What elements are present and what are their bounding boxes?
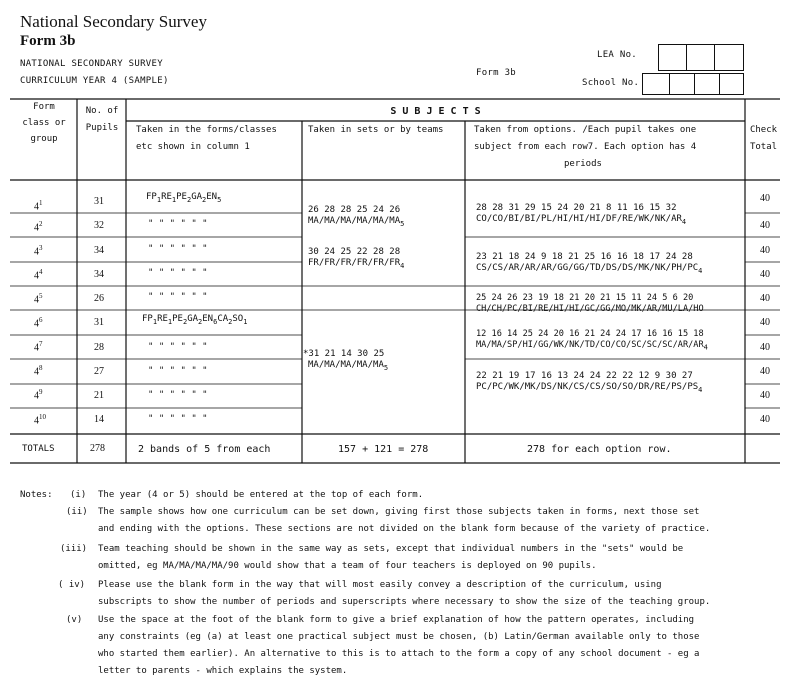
form-cell: $4^4$ bbox=[34, 268, 43, 282]
forms-header: Taken in the forms/classes etc shown in column 1 bbox=[136, 125, 277, 152]
form-cell: $4^{10}$ bbox=[34, 413, 46, 427]
survey-heading: NATIONAL SECONDARY SURVEY bbox=[20, 59, 163, 69]
form-cell: $4^7$ bbox=[34, 340, 43, 354]
sets-entry: *31 21 14 30 25 $MA/MA/MA/MA/MA_5$ bbox=[303, 349, 389, 372]
form-cell: $4^3$ bbox=[34, 244, 43, 258]
pupils-cell: 26 bbox=[94, 293, 104, 304]
note-number: (ii) bbox=[66, 507, 88, 517]
school-label: School No. bbox=[582, 78, 640, 88]
note-text: Please use the blank form in the way that will most easily convey a description of the curriculum, using subscripts to show the number of periods and superscripts where necessary to show the size of the teaching group. bbox=[98, 580, 711, 607]
note-text: The sample shows how one curriculum can be set down, giving first those subjects taken in forms, next those set and ending with the options. These sections are not divided on the blank form because of the variety of practice. bbox=[98, 507, 711, 534]
pupils-cell: 31 bbox=[94, 317, 104, 328]
check-cell: 40 bbox=[760, 317, 770, 328]
ditto-marks: " " " " " " bbox=[148, 342, 208, 352]
note-number: ( iv) bbox=[58, 580, 86, 590]
option-row: 12 16 14 25 24 20 16 21 24 24 17 16 16 15 18 $MA/MA/SP/HI/GG/WK/NK/TD/CO/CO/SC/SC/SC/AR/AR_4$ bbox=[476, 329, 708, 352]
pupils-cell: 31 bbox=[94, 196, 104, 207]
ditto-marks: " " " " " " bbox=[148, 390, 208, 400]
form-label: Form 3b bbox=[476, 68, 517, 78]
note-text: Team teaching should be shown in the same way as sets, except that individual numbers in the "sets" would be omitted, eg MA/MA/MA/MA/90 would show that a team of four teachers is deployed on 90 pupils. bbox=[98, 544, 684, 571]
pupils-cell: 28 bbox=[94, 342, 104, 353]
note-text: Use the space at the foot of the blank form to give a brief explanation of how the pattern operates, including any constraints (eg (a) at least one practical subject must be chosen, (b) Latin/German available only to those who started them earlier). An alternative to this is to attach to the form a copy of any school document - eg a letter to parents - which explains the system. bbox=[98, 615, 700, 676]
sets-header: Taken in sets or by teams bbox=[308, 125, 444, 135]
forms-entry-band1: $FP_1RE_1PE_2GA_2EN_5$ bbox=[146, 192, 222, 204]
totals-pupils: 278 bbox=[90, 443, 105, 454]
notes-label: Notes: bbox=[20, 490, 53, 500]
note-number: (i) bbox=[70, 490, 87, 500]
pupils-cell: 14 bbox=[94, 414, 104, 425]
ditto-marks: " " " " " " bbox=[148, 292, 208, 302]
pupils-cell: 21 bbox=[94, 390, 104, 401]
sets-entry: 26 28 28 25 24 26 $MA/MA/MA/MA/MA/MA_5$ bbox=[308, 205, 405, 228]
document-title: National Secondary Survey bbox=[20, 12, 207, 31]
note-number: (iii) bbox=[60, 544, 88, 554]
totals-options: 278 for each option row. bbox=[527, 444, 672, 455]
option-row: 23 21 18 24 9 18 21 25 16 16 18 17 24 28 $CS/CS/AR/AR/AR/GG/GG/TD/DS/DS/MK/NK/PH/PC_4$ bbox=[476, 252, 703, 275]
ditto-marks: " " " " " " bbox=[148, 268, 208, 278]
form-class-header: Form class or group bbox=[22, 102, 66, 144]
ditto-marks: " " " " " " bbox=[148, 219, 208, 229]
options-header: Taken from options. /Each pupil takes one subject from each row7. Each option has 4 periods bbox=[474, 125, 697, 169]
pupils-cell: 32 bbox=[94, 220, 104, 231]
check-cell: 40 bbox=[760, 220, 770, 231]
check-header: Check Total bbox=[749, 125, 778, 152]
ditto-marks: " " " " " " bbox=[148, 366, 208, 376]
lea-label: LEA No. bbox=[597, 50, 638, 60]
option-row: 22 21 19 17 16 13 24 24 22 22 12 9 30 27 $PC/PC/WK/MK/DS/NK/CS/CS/SO/SO/DR/RE/PS/PS_4$ bbox=[476, 371, 703, 394]
pupils-header: No. of Pupils bbox=[85, 106, 119, 133]
form-cell: $4^8$ bbox=[34, 364, 43, 378]
ditto-marks: " " " " " " bbox=[148, 414, 208, 424]
pupils-cell: 27 bbox=[94, 366, 104, 377]
subjects-header: S U B J E C T S bbox=[390, 106, 481, 117]
form-cell: $4^9$ bbox=[34, 388, 43, 402]
curriculum-heading: CURRICULUM YEAR 4 (SAMPLE) bbox=[20, 76, 169, 86]
document-subtitle: Form 3b bbox=[20, 33, 76, 49]
totals-sets: 157 + 121 = 278 bbox=[338, 444, 429, 455]
ditto-marks: " " " " " " bbox=[148, 244, 208, 254]
check-cell: 40 bbox=[760, 269, 770, 280]
pupils-cell: 34 bbox=[94, 269, 104, 280]
forms-entry-band2: $FP_1RE_1PE_2GA_2EN_6CA_2SO_1$ bbox=[142, 314, 248, 326]
option-row: 28 28 31 29 15 24 20 21 8 11 16 15 32 $CO/CO/BI/BI/PL/HI/HI/HI/DF/RE/WK/NK/AR_4$ bbox=[476, 203, 687, 226]
option-row: 25 24 26 23 19 18 21 20 21 15 11 24 5 6 20 CH/CH/PC/BI/RE/HI/HI/GC/GG/MO/MK/AR/MU/LA/HO bbox=[476, 293, 704, 314]
totals-label: TOTALS bbox=[22, 444, 55, 454]
check-cell: 40 bbox=[760, 342, 770, 353]
pupils-cell: 34 bbox=[94, 245, 104, 256]
note-text: The year (4 or 5) should be entered at the top of each form. bbox=[98, 490, 424, 500]
check-cell: 40 bbox=[760, 366, 770, 377]
sets-entry: 30 24 25 22 28 28 $FR/FR/FR/FR/FR/FR_4$ bbox=[308, 247, 405, 270]
check-cell: 40 bbox=[760, 193, 770, 204]
check-cell: 40 bbox=[760, 245, 770, 256]
form-cell: $4^1$ bbox=[34, 199, 43, 213]
check-cell: 40 bbox=[760, 293, 770, 304]
check-cell: 40 bbox=[760, 414, 770, 425]
form-cell: $4^2$ bbox=[34, 220, 43, 234]
check-cell: 40 bbox=[760, 390, 770, 401]
note-number: (v) bbox=[66, 615, 83, 625]
form-cell: $4^6$ bbox=[34, 316, 43, 330]
form-cell: $4^5$ bbox=[34, 292, 43, 306]
totals-forms: 2 bands of 5 from each bbox=[138, 444, 271, 455]
